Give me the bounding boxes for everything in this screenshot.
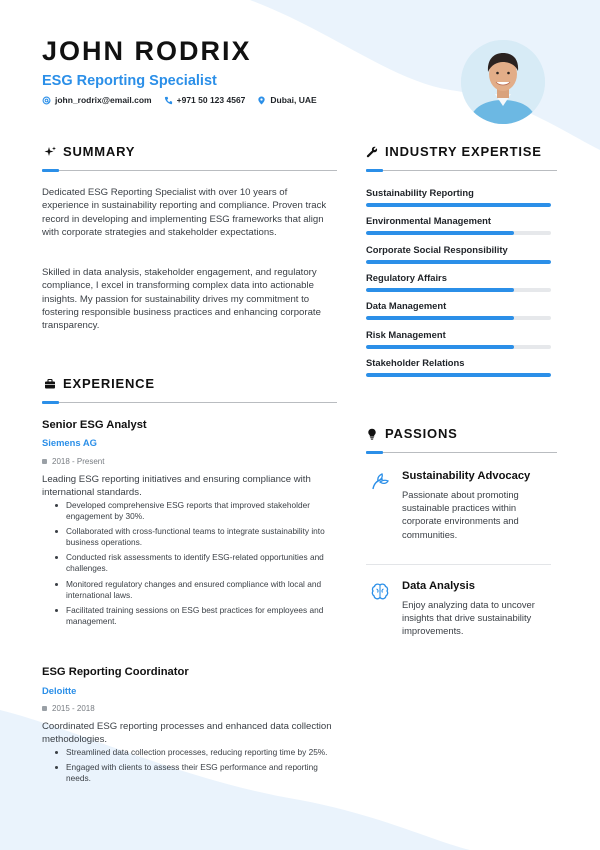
list-item: Engaged with clients to assess their ESG performance and reporting needs. [42,762,338,784]
experience-heading: EXPERIENCE [44,376,155,391]
calendar-icon [42,459,47,464]
list-item: Developed comprehensive ESG reports that improved stakeholder engagement by 30%. [42,500,338,522]
expertise-heading: INDUSTRY EXPERTISE [366,144,542,159]
phone-text: +971 50 123 4567 [176,95,246,105]
skill-bar [366,316,551,320]
passion-description: Passionate about promoting sustainable practices within corporate environments and communities. [402,489,519,540]
leaves-icon [370,472,390,492]
job-dates: 2015 - 2018 [42,704,95,713]
skill-bar-fill [366,316,514,320]
skill-label: Environmental Management [366,215,492,227]
contact-phone[interactable] [164,95,246,105]
skill-label: Sustainability Reporting [366,187,474,198]
skill-label: Data Management [366,300,447,312]
summary-heading: SUMMARY [44,144,135,159]
passion-title: Data Analysis [402,580,475,592]
skill-bar [366,288,551,292]
summary-paragraph-2: Skilled in data analysis, stakeholder engagement, and regulatory compliance, I excel in transforming complex data into actionable insights. My passion for sustainability drives my commitment to fostering responsible business practices and enhancing corporate transparency. [42,267,321,332]
skill-label: Stakeholder Relations [366,356,465,368]
job-title: ESG Reporting Coordinator [42,666,189,678]
summary-paragraph-1: Dedicated ESG Reporting Specialist with over 10 years of experience in sustainability reporting and compliance. Proven track record in developing and implementing ESG frameworks that align with corporate strategies and stakeholder expectations. [42,187,327,238]
skill-label: Corporate Social Responsibility [366,243,508,255]
skill-bar [366,373,551,377]
skill-bar-fill [366,373,551,377]
sparkle-icon [44,146,56,158]
candidate-title: ESG Reporting Specialist [42,73,217,89]
lightbulb-icon [366,428,378,440]
experience-divider-accent [42,401,59,404]
skill-bar-fill [366,203,551,207]
at-icon [42,96,51,105]
passion-title: Sustainability Advocacy [402,470,531,482]
location-text: Dubai, UAE [270,95,317,105]
passion-divider [366,564,551,565]
summary-divider [42,170,337,171]
calendar-icon [42,706,47,711]
skill-label: Risk Management [366,328,446,340]
list-item: Collaborated with cross-functional teams to integrate sustainability into business operations. [42,526,338,548]
brain-icon [370,582,390,602]
experience-divider [42,402,337,403]
candidate-name: JOHN RODRIX [42,36,252,66]
profile-photo [461,40,545,124]
list-item: Facilitated training sessions on ESG best practices for employees and management. [42,605,338,627]
expertise-divider [366,170,557,171]
skill-label: Regulatory Affairs [366,271,447,283]
company-name: Siemens AG [42,437,97,448]
wrench-icon [366,146,378,158]
skill-bar-fill [366,345,514,349]
location-pin-icon [257,96,266,105]
expertise-divider-accent [366,169,383,172]
skill-bar-fill [366,288,514,292]
passion-description: Enjoy analyzing data to uncover insights that drive sustainability improvements. [402,599,535,637]
job-dates: 2018 - Present [42,457,104,466]
skill-bar [366,260,551,264]
job-description: Leading ESG reporting initiatives and ensuring compliance with international standards. [42,474,311,498]
summary-divider-accent [42,169,59,172]
job-bullets [42,747,338,788]
job-description: Coordinated ESG reporting processes and enhanced data collection methodologies. [42,721,332,745]
skill-bar-fill [366,231,514,235]
phone-icon [164,96,173,105]
skill-bar [366,231,551,235]
contact-email[interactable] [42,95,152,105]
job-bullets [42,500,338,631]
company-name: Deloitte [42,685,77,696]
contact-location [257,95,316,105]
skill-bar-fill [366,260,551,264]
skill-bar [366,345,551,349]
skill-bar [366,203,551,207]
contact-row [42,95,317,105]
list-item: Streamlined data collection processes, reducing reporting time by 25%. [42,747,338,758]
passions-divider [366,452,557,453]
briefcase-icon [44,378,56,390]
list-item: Monitored regulatory changes and ensured compliance with local and international laws. [42,579,338,601]
list-item: Conducted risk assessments to identify ESG-related opportunities and challenges. [42,552,338,574]
passions-heading: PASSIONS [366,426,458,441]
passions-divider-accent [366,451,383,454]
email-text: john_rodrix@email.com [55,95,152,105]
job-title: Senior ESG Analyst [42,419,147,431]
